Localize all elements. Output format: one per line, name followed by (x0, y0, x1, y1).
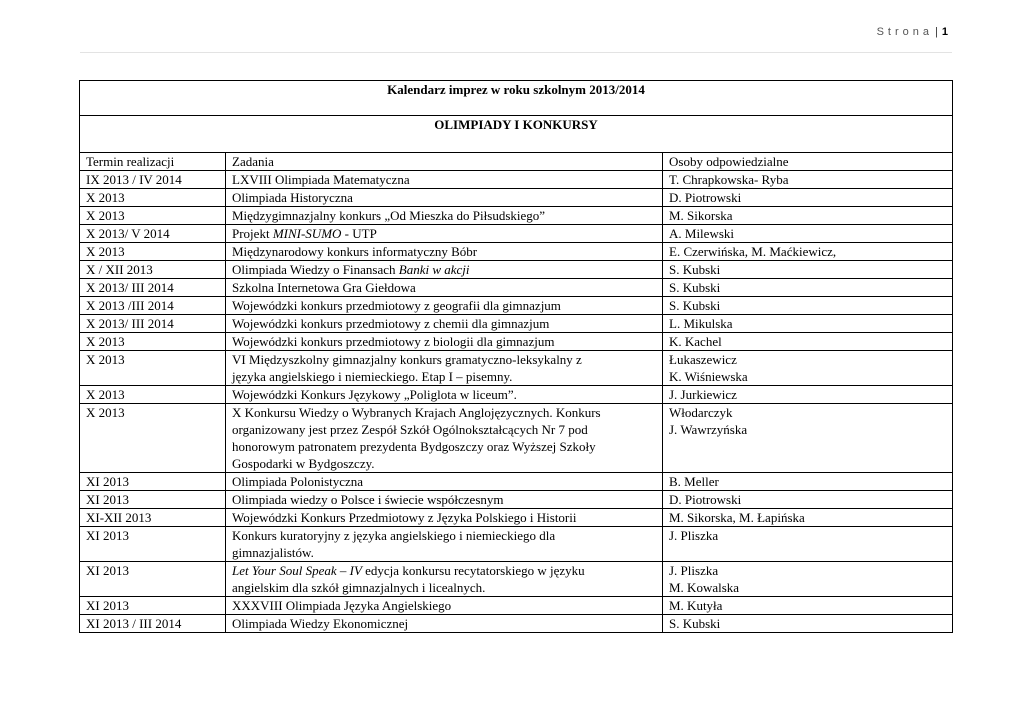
table-row (80, 509, 953, 527)
person-name: S. Kubski (669, 616, 721, 631)
task-line (232, 207, 656, 224)
task-line (232, 333, 656, 350)
table-row (80, 562, 953, 597)
cell-people (663, 171, 953, 189)
header-divider (80, 52, 952, 53)
table-row (80, 297, 953, 315)
task-line (232, 509, 656, 526)
task-line (232, 315, 656, 332)
cell-people (663, 404, 953, 473)
table-row (80, 243, 953, 261)
column-header-term: Termin realizacji (80, 153, 226, 171)
cell-people (663, 473, 953, 491)
cell-people (663, 261, 953, 279)
task-line (232, 225, 656, 242)
cell-people (663, 386, 953, 404)
cell-term: XI 2013 (80, 562, 226, 597)
cell-term: X 2013 (80, 333, 226, 351)
task-line (232, 279, 656, 296)
task-text: Olimpiada wiedzy o Polsce i świecie współczesnym (232, 492, 504, 507)
person-name: L. Mikulska (669, 316, 733, 331)
table-row (80, 597, 953, 615)
task-line (232, 368, 656, 385)
task-text: angielskim dla szkół gimnazjalnych i licealnych. (232, 580, 486, 595)
cell-task (226, 171, 663, 189)
table-row (80, 527, 953, 562)
person-name: J. Wawrzyńska (669, 422, 748, 437)
cell-task (226, 562, 663, 597)
page-header (877, 26, 948, 38)
cell-term: X 2013 (80, 189, 226, 207)
cell-term: IX 2013 / IV 2014 (80, 171, 226, 189)
table-row (80, 171, 953, 189)
table-row (80, 225, 953, 243)
task-text: Olimpiada Wiedzy Ekonomicznej (232, 616, 409, 631)
task-line (232, 189, 656, 206)
task-line (232, 261, 656, 278)
person-name: K. Kachel (669, 334, 722, 349)
person-name: Łukaszewicz (669, 352, 737, 367)
person-name: J. Pliszka (669, 563, 719, 578)
task-text: Projekt (232, 226, 273, 241)
cell-people (663, 207, 953, 225)
task-text: Wojewódzki konkurs przedmiotowy z biologii dla gimnazjum (232, 334, 555, 349)
page-word: Strona (876, 26, 934, 38)
cell-task (226, 404, 663, 473)
task-text: Olimpiada Historyczna (232, 190, 353, 205)
task-text: Wojewódzki Konkurs Językowy „Poliglota w liceum”. (232, 387, 517, 402)
cell-term: X 2013 (80, 207, 226, 225)
task-text: Gospodarki w Bydgoszczy. (232, 456, 375, 471)
task-text: honorowym patronatem prezydenta Bydgoszczy oraz Wyższej Szkoły (232, 439, 596, 454)
cell-term: X 2013/ III 2014 (80, 315, 226, 333)
cell-term: X 2013 (80, 351, 226, 386)
task-text: Wojewódzki konkurs przedmiotowy z chemii dla gimnazjum (232, 316, 550, 331)
cell-term: X / XII 2013 (80, 261, 226, 279)
subtitle-row (80, 116, 953, 153)
person-name: A. Milewski (669, 226, 734, 241)
person-name: Włodarczyk (669, 405, 733, 420)
cell-task (226, 333, 663, 351)
task-text-italic: MINI-SUMO (272, 226, 342, 241)
cell-task (226, 473, 663, 491)
task-line (232, 562, 656, 579)
cell-people (663, 597, 953, 615)
task-text: Olimpiada Polonistyczna (232, 474, 364, 489)
column-header-row (80, 153, 953, 171)
task-text: edycja konkursu recytatorskiego w języku (361, 563, 585, 578)
table-row (80, 615, 953, 633)
cell-task (226, 225, 663, 243)
cell-term: XI-XII 2013 (80, 509, 226, 527)
person-name: J. Jurkiewicz (669, 387, 737, 402)
cell-term: X 2013 (80, 404, 226, 473)
task-line (232, 527, 656, 544)
task-text-italic: Banki w akcji (398, 262, 470, 277)
person-name: M. Sikorska (669, 208, 733, 223)
table-row (80, 279, 953, 297)
cell-term: XI 2013 (80, 473, 226, 491)
cell-task (226, 597, 663, 615)
page-separator: | (935, 26, 938, 38)
cell-people (663, 491, 953, 509)
task-line (232, 243, 656, 260)
task-line (232, 438, 656, 455)
task-text: Szkolna Internetowa Gra Giełdowa (232, 280, 416, 295)
person-name: S. Kubski (669, 262, 721, 277)
person-name: S. Kubski (669, 280, 721, 295)
events-table (79, 80, 953, 633)
cell-term: X 2013 (80, 243, 226, 261)
task-line (232, 386, 656, 403)
table-row (80, 189, 953, 207)
cell-task (226, 207, 663, 225)
task-text: organizowany jest przez Zespół Szkół Ogólnokształcących Nr 7 pod (232, 422, 588, 437)
task-text: Międzygimnazjalny konkurs „Od Mieszka do Piłsudskiego” (232, 208, 546, 223)
table-row (80, 207, 953, 225)
column-header-tasks: Zadania (226, 153, 663, 171)
person-name: S. Kubski (669, 298, 721, 313)
cell-people (663, 351, 953, 386)
person-name: B. Meller (669, 474, 719, 489)
person-name: K. Wiśniewska (669, 369, 748, 384)
table-row (80, 404, 953, 473)
task-text: Międzynarodowy konkurs informatyczny Bóbr (232, 244, 478, 259)
column-header-people: Osoby odpowiedzialne (663, 153, 953, 171)
cell-task (226, 491, 663, 509)
cell-term: XI 2013 (80, 527, 226, 562)
cell-task (226, 509, 663, 527)
cell-term: XI 2013 (80, 491, 226, 509)
task-line (232, 615, 656, 632)
task-text: gimnazjalistów. (232, 545, 314, 560)
task-line (232, 473, 656, 490)
task-line (232, 579, 656, 596)
table-row (80, 491, 953, 509)
cell-term: XI 2013 (80, 597, 226, 615)
task-line (232, 297, 656, 314)
cell-people (663, 189, 953, 207)
cell-task (226, 261, 663, 279)
person-name: J. Pliszka (669, 528, 719, 543)
person-name: M. Sikorska, M. Łapińska (669, 510, 805, 525)
cell-term: XI 2013 / III 2014 (80, 615, 226, 633)
cell-term: X 2013/ III 2014 (80, 279, 226, 297)
cell-task (226, 279, 663, 297)
person-name: D. Piotrowski (669, 190, 742, 205)
page-number: 1 (941, 26, 948, 38)
task-text: Wojewódzki konkurs przedmiotowy z geografii dla gimnazjum (232, 298, 561, 313)
task-text: Wojewódzki Konkurs Przedmiotowy z Języka Polskiego i Historii (232, 510, 577, 525)
task-text: Olimpiada Wiedzy o Finansach (232, 262, 399, 277)
cell-task (226, 189, 663, 207)
task-text: Konkurs kuratoryjny z języka angielskiego i niemieckiego dla (232, 528, 556, 543)
table-row (80, 473, 953, 491)
cell-people (663, 509, 953, 527)
section-heading: OLIMPIADY I KONKURSY (80, 116, 953, 153)
cell-term: X 2013 (80, 386, 226, 404)
cell-task (226, 315, 663, 333)
table-row (80, 333, 953, 351)
task-line (232, 455, 656, 472)
person-name: M. Kowalska (669, 580, 740, 595)
task-line (232, 544, 656, 561)
task-text: - UTP (341, 226, 377, 241)
cell-task (226, 527, 663, 562)
cell-people (663, 562, 953, 597)
cell-task (226, 297, 663, 315)
task-text: X Konkursu Wiedzy o Wybranych Krajach Anglojęzycznych. Konkurs (232, 405, 601, 420)
table-row (80, 386, 953, 404)
cell-people (663, 297, 953, 315)
task-line (232, 421, 656, 438)
task-text: LXVIII Olimpiada Matematyczna (232, 172, 410, 187)
cell-task (226, 386, 663, 404)
person-name: E. Czerwińska, M. Maćkiewicz, (669, 244, 837, 259)
task-text: VI Międzyszkolny gimnazjalny konkurs gramatyczno-leksykalny z (232, 352, 582, 367)
task-line (232, 597, 656, 614)
task-line (232, 404, 656, 421)
cell-people (663, 333, 953, 351)
cell-people (663, 315, 953, 333)
cell-task (226, 615, 663, 633)
task-line (232, 351, 656, 368)
cell-task (226, 351, 663, 386)
cell-people (663, 527, 953, 562)
table-row (80, 351, 953, 386)
cell-people (663, 225, 953, 243)
cell-people (663, 279, 953, 297)
person-name: M. Kutyła (669, 598, 723, 613)
cell-task (226, 243, 663, 261)
task-line (232, 491, 656, 508)
cell-term: X 2013/ V 2014 (80, 225, 226, 243)
task-text-italic: Let Your Soul Speak – IV (232, 563, 362, 578)
task-line (232, 171, 656, 188)
table-row (80, 315, 953, 333)
cell-people (663, 243, 953, 261)
task-text: XXXVIII Olimpiada Języka Angielskiego (232, 598, 452, 613)
task-text: języka angielskiego i niemieckiego. Etap I – pisemny. (232, 369, 513, 384)
document-title: Kalendarz imprez w roku szkolnym 2013/2014 (80, 81, 953, 116)
table-row (80, 261, 953, 279)
person-name: T. Chrapkowska- Ryba (669, 172, 789, 187)
cell-term: X 2013 /III 2014 (80, 297, 226, 315)
title-row (80, 81, 953, 116)
cell-people (663, 615, 953, 633)
person-name: D. Piotrowski (669, 492, 742, 507)
